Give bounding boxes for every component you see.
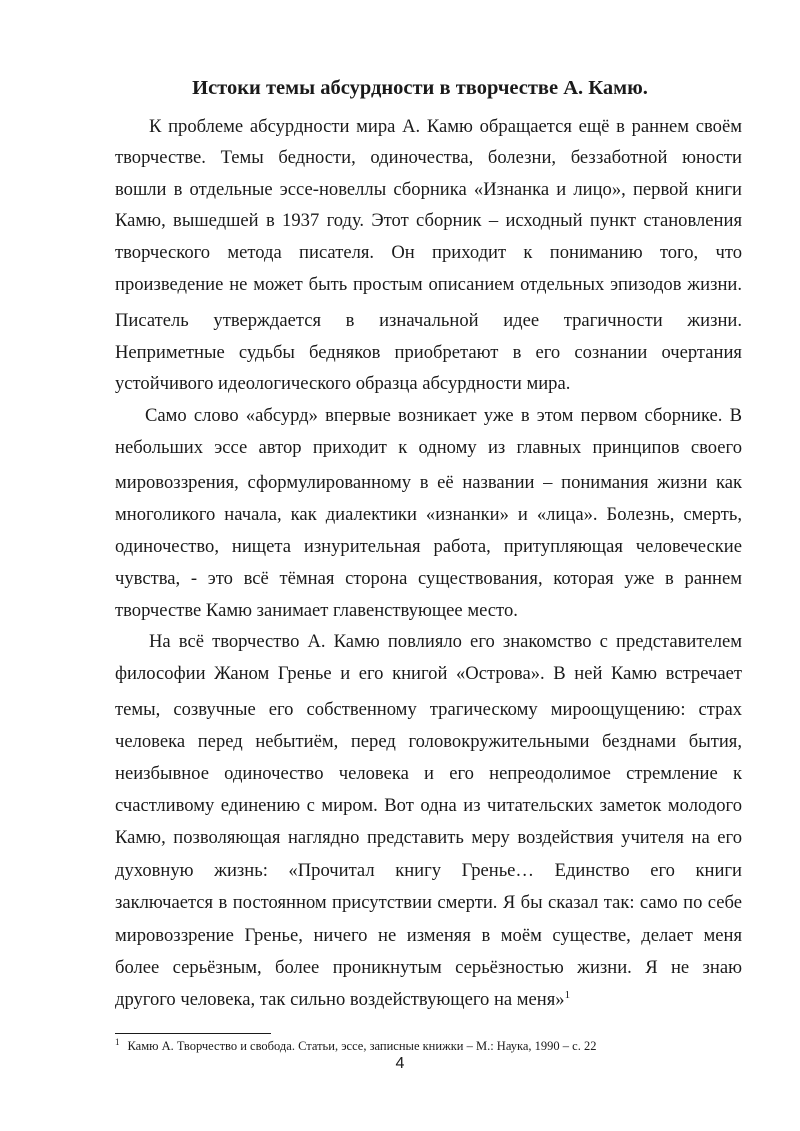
paragraph-line: творчестве. Темы бедности, одиночества, болезни, беззаботной юности <box>115 147 742 168</box>
footnote-mark: 1 <box>115 1036 120 1047</box>
paragraph-line: философии Жаном Гренье и его книгой «Острова». В ней Камю встречает <box>115 663 742 684</box>
paragraph-line-with-footnote <box>115 987 742 1013</box>
paragraph-line: Камю, вышедшей в 1937 году. Этот сборник – исходный пункт становления <box>115 210 742 231</box>
paragraph-line: чувства, - это всё тёмная сторона существования, которая уже в раннем <box>115 568 742 589</box>
paragraph-line: человека перед небытиём, перед головокружительными безднами бытия, <box>115 731 742 752</box>
paragraph-line: счастливому единению с миром. Вот одна из читательских заметок молодого <box>115 795 742 816</box>
paragraph-line: Само слово «абсурд» впервые возникает уже в этом первом сборнике. В <box>145 405 742 426</box>
paragraph-line: неизбывное одиночество человека и его непреодолимое стремление к <box>115 763 742 784</box>
paragraph-line: небольших эссе автор приходит к одному из главных принципов своего <box>115 437 742 458</box>
paragraph-line-text: другого человека, так сильно воздействующего на меня» <box>115 989 565 1010</box>
paragraph-line: На всё творчество А. Камю повлияло его знакомство с представителем <box>149 631 742 652</box>
footnote-text: Камю А. Творчество и свобода. Статьи, эссе, записные книжки – М.: Наука, 1990 – с. 22 <box>127 1039 597 1053</box>
paragraph-line: Писатель утверждается в изначальной идее трагичности жизни. <box>115 310 742 331</box>
paragraph-line: устойчивого идеологического образца абсурдности мира. <box>115 373 571 394</box>
paragraph-line: мировоззрения, сформулированному в её названии – понимания жизни как <box>115 472 742 493</box>
paragraph-line: мировоззрение Гренье, ничего не изменяя в моём существе, делает меня <box>115 925 742 946</box>
paragraph-line: духовную жизнь: «Прочитал книгу Гренье… Единство его книги <box>115 860 742 881</box>
paragraph-line: произведение не может быть простым описанием отдельных эпизодов жизни. <box>115 274 742 295</box>
paragraph-line: Камю, позволяющая наглядно представить меру воздействия учителя на его <box>115 827 742 848</box>
page-number: 4 <box>395 1055 405 1072</box>
footnote-reference[interactable]: 1 <box>564 988 571 1001</box>
document-title: Истоки темы абсурдности в творчестве А. Камю. <box>192 77 648 99</box>
paragraph-line: темы, созвучные его собственному трагическому мироощущению: страх <box>115 699 742 720</box>
paragraph-line: вошли в отдельные эссе-новеллы сборника «Изнанка и лицо», первой книги <box>115 179 742 200</box>
paragraph-line: многоликого начала, как диалектики «изнанки» и «лица». Болезнь, смерть, <box>115 504 742 525</box>
paragraph-line: заключается в постоянном присутствии смерти. Я бы сказал так: само по себе <box>115 892 742 913</box>
paragraph-line: творческого метода писателя. Он приходит к пониманию того, что <box>115 242 742 263</box>
paragraph-line: Неприметные судьбы бедняков приобретают в его сознании очертания <box>115 342 742 363</box>
footnote <box>115 1038 596 1054</box>
paragraph-line: более серьёзным, более проникнутым серьёзностью жизни. Я не знаю <box>115 957 742 978</box>
footnote-separator <box>115 1033 271 1034</box>
paragraph-line: одиночество, нищета изнурительная работа, притупляющая человеческие <box>115 536 742 557</box>
paragraph-line: творчестве Камю занимает главенствующее место. <box>115 600 518 621</box>
paragraph-line: К проблеме абсурдности мира А. Камю обращается ещё в раннем своём <box>149 116 742 137</box>
